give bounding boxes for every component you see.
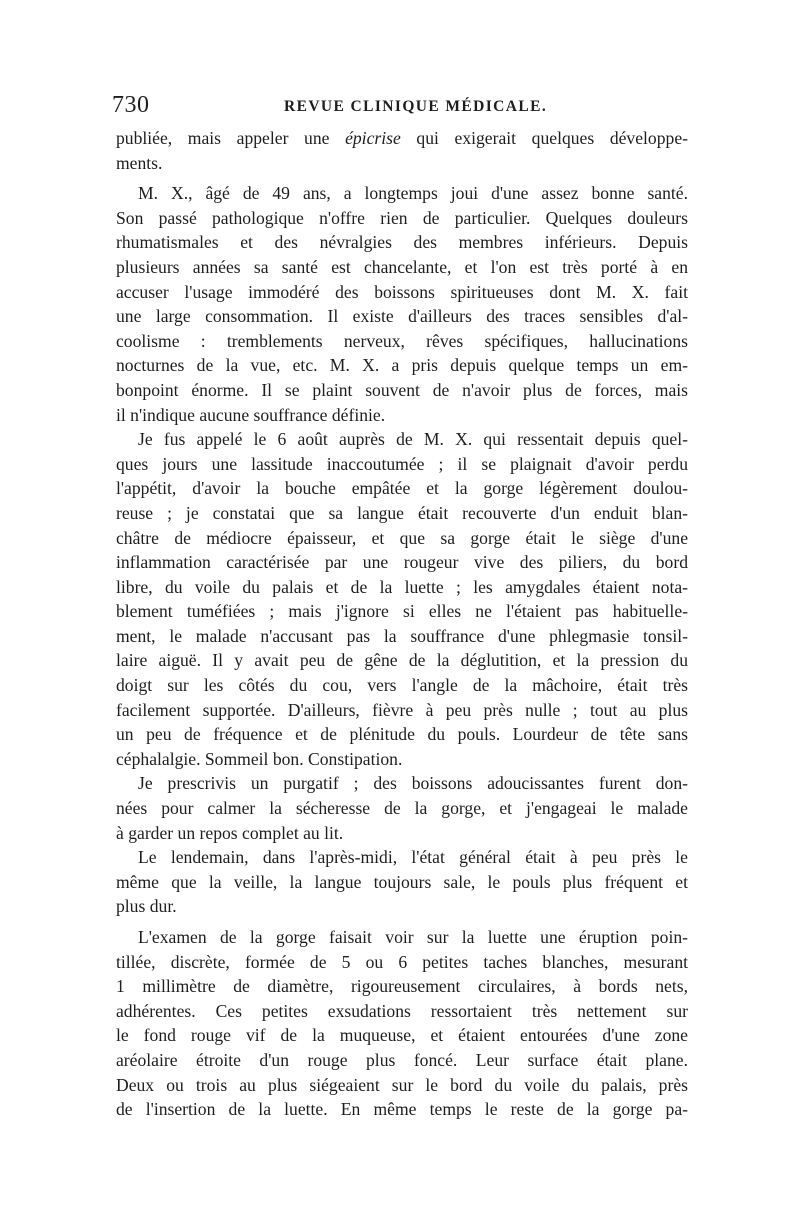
text-line: céphalalgie. Sommeil bon. Constipation. — [116, 748, 403, 769]
journal-title: REVUE CLINIQUE MÉDICALE. — [284, 98, 548, 115]
text-line: plusieurs années sa santé est chancelante, et l'on est très porté à en — [116, 256, 688, 277]
text-line: nocturnes de la vue, etc. M. X. a pris depuis quelque temps un em- — [116, 355, 688, 376]
text-line: plus dur. — [116, 896, 177, 917]
text-line: laire aiguë. Il y avait peu de gêne de la déglutition, et la pression du — [116, 650, 688, 671]
text-line: inflammation caractérisée par une rougeur vive des piliers, du bord — [116, 552, 688, 573]
text-line: facilement supportée. D'ailleurs, fièvre à peu près nulle ; tout au plus — [116, 699, 688, 720]
text-line: Le lendemain, dans l'après-midi, l'état général était à peu près le — [138, 847, 688, 868]
paragraph-throat-exam — [116, 925, 688, 1122]
text-line: nées pour calmer la sécheresse de la gorge, et j'engageai le malade — [116, 798, 688, 819]
paragraph-continuation — [116, 126, 688, 175]
text-line: rhumatismales et des névralgies des membres inférieurs. Depuis — [116, 232, 688, 253]
text-line: même que la veille, la langue toujours sale, le pouls plus fréquent et — [116, 871, 688, 892]
text-line: le fond rouge vif de la muqueuse, et étaient entourées d'une zone — [116, 1025, 688, 1046]
text-line: Deux ou trois au plus siégeaient sur le bord du voile du palais, près — [116, 1074, 688, 1095]
text-line: bonpoint énorme. Il se plaint souvent de n'avoir plus de forces, mais — [116, 379, 688, 400]
text-line: M. X., âgé de 49 ans, a longtemps joui d'une assez bonne santé. — [138, 183, 688, 204]
text-line: tillée, discrète, formée de 5 ou 6 petites taches blanches, mesurant — [116, 951, 688, 972]
text-line: adhérentes. Ces petites exsudations ressortaient très nettement sur — [116, 1000, 688, 1021]
text-line: reuse ; je constatai que sa langue était recouverte d'un enduit blan- — [116, 502, 688, 523]
italic-term: épicrise — [345, 128, 401, 148]
body-text — [116, 126, 688, 1122]
text-line: l'appétit, d'avoir la bouche empâtée et la gorge légèrement doulou- — [116, 478, 688, 499]
text-line: aréolaire étroite d'un rouge plus foncé. Leur surface était plane. — [116, 1049, 688, 1070]
page-number: 730 — [112, 92, 150, 118]
paragraph-prescription — [116, 771, 688, 845]
running-head — [112, 92, 692, 122]
text-line: accuser l'usage immodéré des boissons spiritueuses dont M. X. fait — [116, 281, 688, 302]
text-line: châtre de médiocre épaisseur, et que sa gorge était le siège d'une — [116, 527, 688, 548]
text-line: Je prescrivis un purgatif ; des boissons adoucissantes furent don- — [138, 773, 688, 794]
text-line: Je fus appelé le 6 août auprès de M. X. qui ressentait depuis quel- — [138, 429, 688, 450]
text-line: ques jours une lassitude inaccoutumée ; il se plaignait d'avoir perdu — [116, 453, 688, 474]
text-line: à garder un repos complet au lit. — [116, 822, 344, 843]
text-line: doigt sur les côtés du cou, vers l'angle de la mâchoire, était très — [116, 675, 688, 696]
text-line: Son passé pathologique n'offre rien de particulier. Quelques douleurs — [116, 207, 688, 228]
text-line: une large consommation. Il existe d'ailleurs des traces sensibles d'al- — [116, 306, 688, 327]
text-line: ments. — [116, 152, 163, 173]
paragraph-patient-history — [116, 181, 688, 427]
paragraph-first-visit — [116, 427, 688, 771]
paragraph-next-day — [116, 845, 688, 919]
text-line: blement tuméfiées ; mais j'ignore si elles ne l'étaient pas habituelle- — [116, 601, 688, 622]
text-line: de l'insertion de la luette. En même temps le reste de la gorge pa- — [116, 1099, 688, 1120]
text-line: publiée, mais appeler une épicrise qui exigerait quelques développe- — [116, 128, 688, 148]
text-line: coolisme : tremblements nerveux, rêves spécifiques, hallucinations — [116, 330, 688, 351]
text-line: il n'indique aucune souffrance définie. — [116, 404, 386, 425]
text-line: 1 millimètre de diamètre, rigoureusement circulaires, à bords nets, — [116, 976, 688, 997]
text-line: un peu de fréquence et de plénitude du pouls. Lourdeur de tête sans — [116, 724, 688, 745]
text-line: libre, du voile du palais et de la luette ; les amygdales étaient nota- — [116, 576, 688, 597]
text-line: L'examen de la gorge faisait voir sur la luette une éruption poin- — [138, 927, 688, 947]
text-line: ment, le malade n'accusant pas la souffrance d'une phlegmasie tonsil- — [116, 625, 688, 646]
